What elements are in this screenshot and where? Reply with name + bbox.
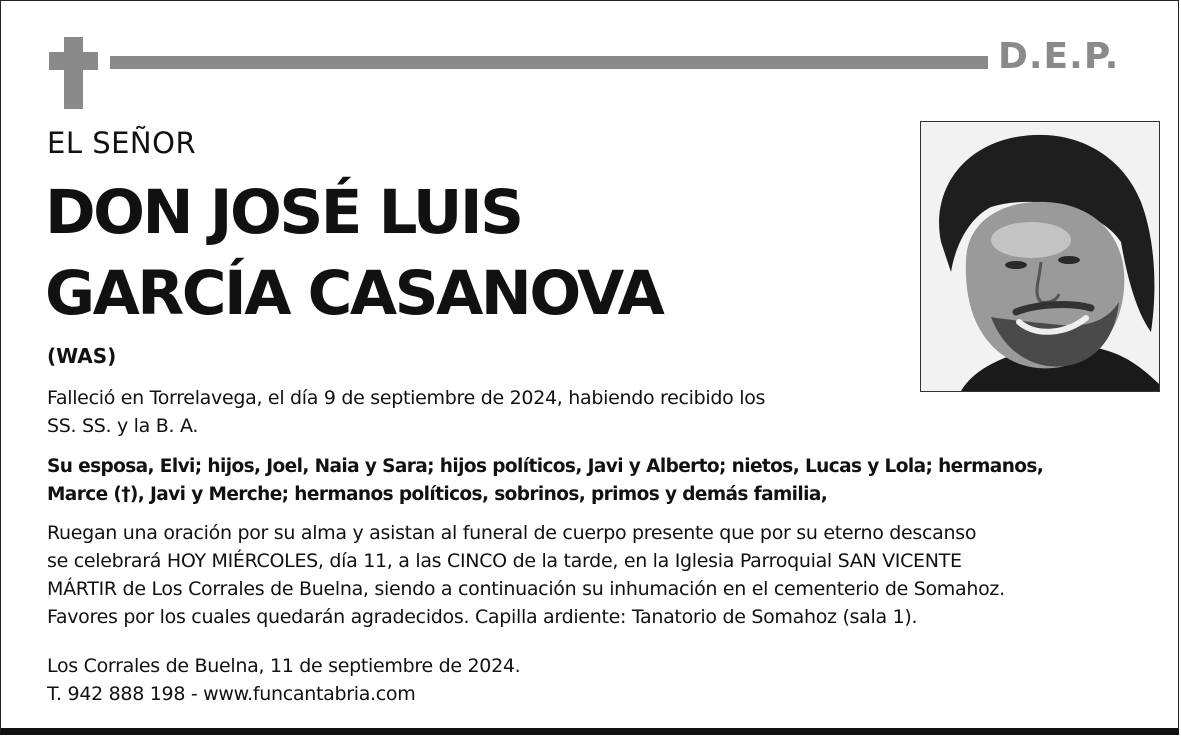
funeral-line-4: Favores por los cuales quedarán agradecidos. Capilla ardiente: Tanatorio de Somahoz (sala 1). [47,606,918,628]
header-rule [110,56,988,69]
portrait-photo [920,121,1160,392]
family-line-1: Su esposa, Elvi; hijos, Joel, Naia y Sara; hijos políticos, Javi y Alberto; nietos, Lucas y Lola; hermanos, [47,456,1044,477]
portrait-image [921,122,1159,391]
family-list [47,453,1107,509]
funeral-announcement [47,519,1137,631]
death-notice-line-2: SS. SS. y la B. A. [47,415,199,437]
cross-vertical-bar [64,37,83,109]
dep-label: D.E.P. [998,36,1120,77]
cross-horizontal-bar [49,52,98,70]
family-line-2: Marce (†), Javi y Merche; hermanos políticos, sobrinos, primos y demás familia, [47,484,828,505]
death-notice [47,384,867,440]
funeral-line-1: Ruegan una oración por su alma y asistan al funeral de cuerpo presente que por su eterno descanso [47,522,977,544]
place-date: Los Corrales de Buelna, 11 de septiembre de 2024. [47,655,521,677]
funeral-line-3: MÁRTIR de Los Corrales de Buelna, siendo a continuación su inhumación en el cementerio de Somahoz. [47,578,1005,600]
funeral-home-contact: T. 942 888 198 - www.funcantabria.com [47,683,416,705]
closing-block [47,652,947,708]
nickname: (WAS) [47,344,117,368]
funeral-line-2: se celebrará HOY MIÉRCOLES, día 11, a las CINCO de la tarde, en la Iglesia Parroquial SAN VICENTE [47,550,962,572]
honorific: EL SEÑOR [47,126,197,160]
death-notice-line-1: Falleció en Torrelavega, el día 9 de septiembre de 2024, habiendo recibido los [47,387,766,409]
deceased-name-line-1: DON JOSÉ LUIS [45,177,522,248]
deceased-name-line-2: GARCÍA CASANOVA [45,258,663,329]
